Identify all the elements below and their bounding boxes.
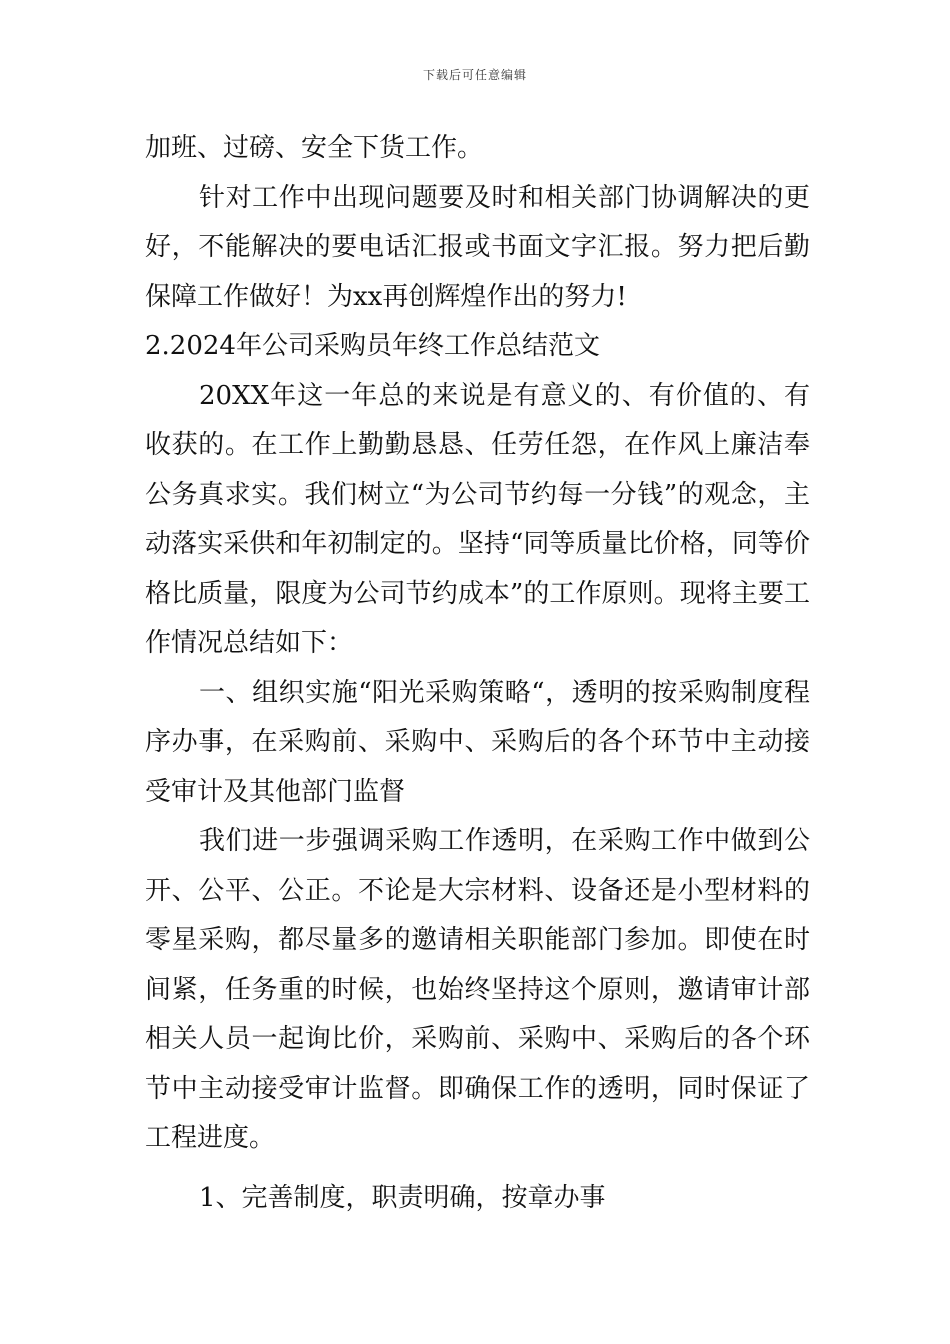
section-title: 2.2024年公司采购员年终工作总结范文 — [145, 331, 600, 361]
paragraph-heading-one: 一、组织实施“阳光采购策略“，透明的按采购制度程序办事，在采购前、采购中、采购后的各个环节中主动接受审计及其他部门监督 — [145, 677, 810, 807]
paragraph-problem-handling: 针对工作中出现问题要及时和相关部门协调解决的更好，不能解决的要电话汇报或书面文字汇报。努力把后勤保障工作做好！为xx再创辉煌作出的努力! — [145, 182, 810, 312]
paragraph-transparency: 我们进一步强调采购工作透明，在采购工作中做到公开、公平、公正。不论是大宗材料、设备还是小型材料的零星采购，都尽量多的邀请相关职能部门参加。即使在时间紧，任务重的时候，也始终坚持这个原则，邀请审计部相关人员一起询比价，采购前、采购中、采购后的各个环节中主动接受审计监督。即确保工作的透明，同时保证了工程进度。 — [145, 826, 810, 1153]
document-body — [145, 124, 810, 1223]
paragraph-year-summary: 20XX年这一年总的来说是有意义的、有价值的、有收获的。在工作上勤勤恳恳、任劳任怨，在作风上廉洁奉公务真求实。我们树立“为公司节约每一分钱”的观念，主动落实采供和年初制定的。坚持“同等质量比价格，同等价格比质量，限度为公司节约成本”的工作原则。现将主要工作情况总结如下： — [145, 380, 810, 658]
page-header-note: 下载后可任意编辑 — [422, 68, 527, 82]
paragraph-subheading-one: 1、完善制度，职责明确，按章办事 — [199, 1182, 606, 1213]
paragraph-continuation: 加班、过磅、安全下货工作。 — [145, 133, 484, 163]
